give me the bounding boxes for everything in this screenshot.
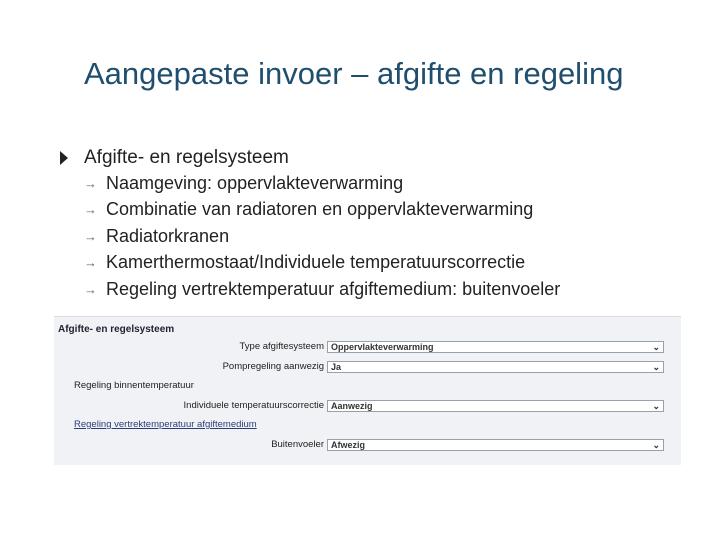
- type-afgiftesysteem-label: Type afgiftesysteem: [239, 341, 324, 352]
- sub-bullet: [84, 276, 560, 303]
- individuele-correctie-value: Aanwezig: [331, 401, 373, 411]
- type-afgiftesysteem-value: Oppervlakteverwarming: [331, 342, 434, 352]
- buitenvoeler-label: Buitenvoeler: [271, 439, 324, 450]
- sub-bullet-text: Kamerthermostaat/Individuele temperatuurscorrectie: [106, 252, 526, 273]
- sub-bullet: [84, 170, 560, 197]
- arrow-right-icon: →: [84, 175, 97, 191]
- sub-bullet-text: Regeling vertrektemperatuur afgiftemedium: buitenvoeler: [106, 278, 561, 299]
- sub-bullet: [84, 250, 560, 277]
- arrow-right-icon: →: [84, 255, 97, 271]
- arrow-right-icon: →: [84, 228, 97, 244]
- main-bullet-text: Afgifte- en regelsysteem: [84, 147, 289, 168]
- section-vertrektemperatuur-link[interactable]: Regeling vertrektemperatuur afgiftemedium: [74, 419, 257, 430]
- sub-bullet-text: Radiatorkranen: [106, 225, 230, 246]
- arrow-right-icon: →: [84, 202, 97, 218]
- individuele-correctie-label: Individuele temperatuurscorrectie: [183, 400, 324, 411]
- sub-bullet-text: Combinatie van radiatoren en oppervlakteverwarming: [106, 199, 534, 220]
- bullet-list: [60, 146, 560, 303]
- panel-title: Afgifte- en regelsysteem: [58, 324, 175, 335]
- sub-bullet: [84, 223, 560, 250]
- buitenvoeler-value: Afwezig: [331, 440, 366, 450]
- pompregeling-value: Ja: [331, 362, 342, 372]
- chevron-down-icon: ⌄: [652, 361, 660, 372]
- individuele-correctie-select[interactable]: [327, 400, 664, 412]
- pompregeling-label: Pompregeling aanwezig: [222, 361, 324, 372]
- chevron-down-icon: ⌄: [652, 341, 660, 352]
- triangle-right-icon: [60, 151, 68, 165]
- slide-title: Aangepaste invoer – afgifte en regeling: [84, 56, 624, 91]
- sub-bullet: [84, 197, 560, 224]
- pompregeling-select[interactable]: [327, 361, 664, 373]
- buitenvoeler-select[interactable]: [327, 439, 664, 451]
- chevron-down-icon: ⌄: [652, 400, 660, 411]
- chevron-down-icon: ⌄: [652, 439, 660, 450]
- section-binnentemperatuur: Regeling binnentemperatuur: [74, 380, 194, 391]
- form-panel: [54, 316, 681, 465]
- main-bullet: [60, 146, 560, 170]
- type-afgiftesysteem-select[interactable]: [327, 341, 664, 353]
- arrow-right-icon: →: [84, 281, 97, 297]
- sub-bullet-text: Naamgeving: oppervlakteverwarming: [106, 172, 404, 193]
